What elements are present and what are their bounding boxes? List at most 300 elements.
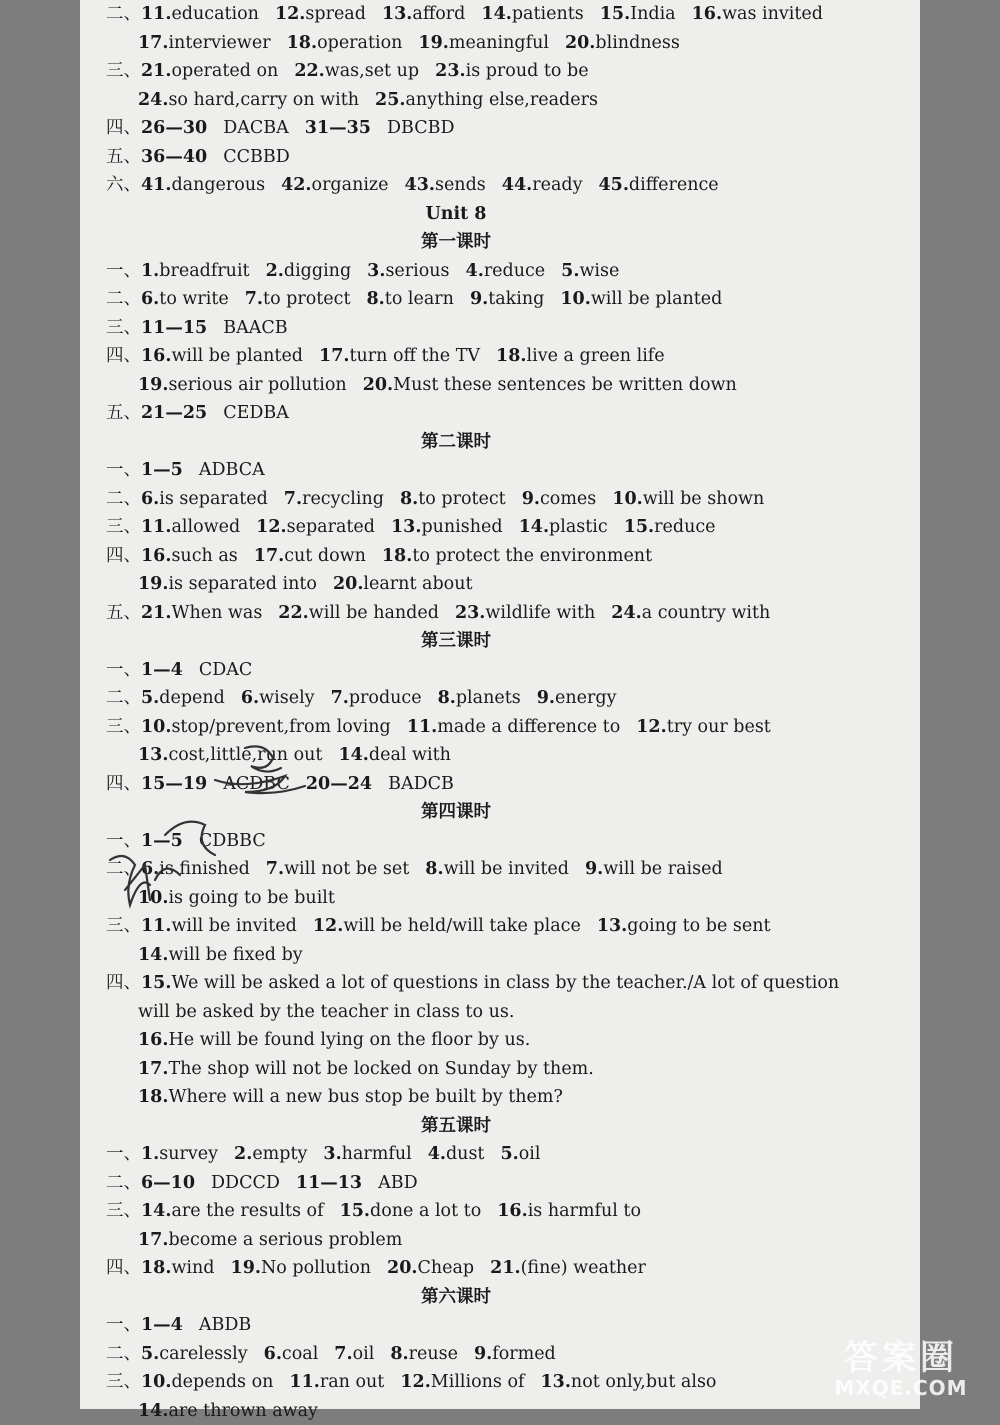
section-label: 三、 xyxy=(106,717,141,737)
answer-item xyxy=(234,1140,307,1169)
answer-item xyxy=(390,1340,458,1369)
item-number: 13. xyxy=(540,1372,570,1392)
answer-line xyxy=(106,171,926,200)
answer-item xyxy=(296,1169,418,1198)
item-answer: survey xyxy=(159,1144,218,1164)
answer-item xyxy=(405,171,486,200)
answer-item xyxy=(496,342,665,371)
item-number: 13. xyxy=(382,4,412,24)
item-answer: plastic xyxy=(549,517,608,537)
item-number: 3. xyxy=(323,1144,341,1164)
section-label: 三、 xyxy=(106,61,141,81)
item-answer: energy xyxy=(555,688,616,708)
section-label: 一、 xyxy=(106,1144,141,1164)
section-label: 六、 xyxy=(106,175,141,195)
answer-item xyxy=(367,257,449,286)
item-number: 17. xyxy=(138,1230,168,1250)
item-number: 11—15 xyxy=(141,318,207,338)
item-number: 18. xyxy=(141,1258,171,1278)
item-answer: a country with xyxy=(642,603,771,623)
item-answer: going to be sent xyxy=(627,916,770,936)
answer-item xyxy=(141,143,290,172)
item-answer: difference xyxy=(629,175,719,195)
item-number: 44. xyxy=(502,175,532,195)
item-number: 10. xyxy=(560,289,590,309)
section-label: 二、 xyxy=(106,859,141,879)
answer-item xyxy=(266,257,352,286)
answer-item xyxy=(560,285,722,314)
section-label: 一、 xyxy=(106,660,141,680)
item-answer: such as xyxy=(171,546,237,566)
item-number: 21—25 xyxy=(141,403,207,423)
item-answer: turn off the TV xyxy=(349,346,480,366)
item-answer: We will be asked a lot of questions in class by the teacher./A lot of question xyxy=(171,973,839,993)
answer-item xyxy=(275,0,366,29)
item-answer: taking xyxy=(488,289,544,309)
answer-line xyxy=(106,656,926,685)
item-answer: will be fixed by xyxy=(168,945,302,965)
section-label: 四、 xyxy=(106,1258,141,1278)
item-number: 22. xyxy=(278,603,308,623)
answer-item xyxy=(138,1055,594,1084)
item-number: 18. xyxy=(496,346,526,366)
item-number: 14. xyxy=(481,4,511,24)
item-number: 41. xyxy=(141,175,171,195)
item-answer: organize xyxy=(312,175,389,195)
section-label: 五、 xyxy=(106,603,141,623)
answer-item xyxy=(323,1140,411,1169)
item-answer: operation xyxy=(317,33,402,53)
item-number: 6. xyxy=(141,289,159,309)
item-answer: DACBA xyxy=(223,118,289,138)
item-answer: serious xyxy=(385,261,449,281)
item-number: 11. xyxy=(141,4,171,24)
item-answer: afford xyxy=(412,4,465,24)
item-number: 19. xyxy=(138,375,168,395)
answer-item xyxy=(141,456,265,485)
answer-item xyxy=(611,599,770,628)
answer-item xyxy=(313,912,581,941)
item-number: 24. xyxy=(611,603,641,623)
item-answer: comes xyxy=(540,489,596,509)
item-answer: BAACB xyxy=(223,318,287,338)
item-number: 20. xyxy=(387,1258,417,1278)
answer-item xyxy=(245,285,351,314)
answer-item xyxy=(481,0,583,29)
item-number: 21. xyxy=(490,1258,520,1278)
item-answer: reduce xyxy=(484,261,545,281)
item-answer: not only,but also xyxy=(571,1372,717,1392)
answer-item xyxy=(537,684,617,713)
answer-item xyxy=(540,1368,716,1397)
section-label: 三、 xyxy=(106,517,141,537)
item-answer: operated on xyxy=(171,61,278,81)
item-number: 13. xyxy=(391,517,421,537)
answer-item xyxy=(278,599,439,628)
item-answer: Where will a new bus stop be built by them? xyxy=(168,1087,562,1107)
answer-item xyxy=(340,1197,482,1226)
item-answer: ready xyxy=(532,175,582,195)
item-answer: oil xyxy=(519,1144,541,1164)
item-number: 5. xyxy=(500,1144,518,1164)
answer-key xyxy=(106,0,926,1425)
item-number: 8. xyxy=(438,688,456,708)
answer-item xyxy=(141,285,229,314)
section-label: 一、 xyxy=(106,831,141,851)
answer-line xyxy=(106,1197,926,1226)
answer-line xyxy=(106,969,926,998)
answer-item xyxy=(138,29,271,58)
item-answer: ran out xyxy=(320,1372,384,1392)
item-number: 14. xyxy=(519,517,549,537)
answer-item xyxy=(435,57,588,86)
item-number: 1—4 xyxy=(141,660,183,680)
item-answer: cut down xyxy=(284,546,366,566)
answer-item xyxy=(141,1197,324,1226)
item-answer: breadfruit xyxy=(159,261,249,281)
answer-line xyxy=(106,1169,926,1198)
answer-line xyxy=(106,1397,926,1425)
item-answer: spread xyxy=(305,4,366,24)
answer-item xyxy=(522,485,597,514)
item-answer: education xyxy=(171,4,259,24)
answer-item xyxy=(141,399,289,428)
answer-line xyxy=(106,29,926,58)
item-number: 10. xyxy=(141,1372,171,1392)
answer-item xyxy=(138,1226,402,1255)
item-answer: to protect xyxy=(263,289,350,309)
answer-line xyxy=(106,371,926,400)
item-number: 21. xyxy=(141,603,171,623)
item-answer: reduce xyxy=(654,517,715,537)
answer-line xyxy=(106,314,926,343)
item-number: 13. xyxy=(138,745,168,765)
item-answer: CDBBC xyxy=(199,831,266,851)
item-answer: meaningful xyxy=(449,33,549,53)
answer-item xyxy=(141,0,259,29)
item-answer: wildlife with xyxy=(485,603,595,623)
answer-item xyxy=(400,485,506,514)
item-number: 11. xyxy=(407,717,437,737)
section-label: 一、 xyxy=(106,261,141,281)
answer-item xyxy=(294,57,419,86)
item-number: 11. xyxy=(141,517,171,537)
item-number: 1. xyxy=(141,261,159,281)
answer-item xyxy=(598,171,718,200)
item-answer: India xyxy=(630,4,675,24)
item-number: 18. xyxy=(382,546,412,566)
item-answer: will be planted xyxy=(171,346,303,366)
section-heading: 第六课时 xyxy=(106,1283,806,1312)
item-answer: ABDB xyxy=(199,1315,251,1335)
answer-item xyxy=(254,542,366,571)
answer-item xyxy=(141,684,225,713)
section-label: 一、 xyxy=(106,1315,141,1335)
answer-item xyxy=(519,513,608,542)
item-number: 20. xyxy=(363,375,393,395)
answer-item xyxy=(141,1254,215,1283)
item-number: 6. xyxy=(241,688,259,708)
answer-item xyxy=(141,542,238,571)
answer-item xyxy=(425,855,569,884)
item-answer: ADBCA xyxy=(199,460,265,480)
item-answer: cost,little,run out xyxy=(168,745,322,765)
item-number: 19. xyxy=(231,1258,261,1278)
item-answer: will be invited xyxy=(444,859,569,879)
section-label: 五、 xyxy=(106,147,141,167)
answer-item xyxy=(141,656,252,685)
item-answer: live a green life xyxy=(527,346,665,366)
item-number: 15. xyxy=(624,517,654,537)
item-answer: blindness xyxy=(595,33,679,53)
item-answer: try our best xyxy=(667,717,771,737)
answer-item xyxy=(141,171,265,200)
item-number: 12. xyxy=(275,4,305,24)
item-number: 9. xyxy=(470,289,488,309)
answer-line xyxy=(106,1140,926,1169)
answer-item xyxy=(141,1311,251,1340)
answer-line xyxy=(106,713,926,742)
answer-item xyxy=(138,1083,563,1112)
answer-item xyxy=(585,855,723,884)
item-number: 8. xyxy=(367,289,385,309)
section-label: 三、 xyxy=(106,1372,141,1392)
section-label: 三、 xyxy=(106,1201,141,1221)
item-answer: will be invited xyxy=(171,916,296,936)
answer-item xyxy=(636,713,771,742)
section-label: 三、 xyxy=(106,916,141,936)
section-label: 四、 xyxy=(106,774,141,794)
item-answer: When was xyxy=(171,603,262,623)
item-answer: wind xyxy=(171,1258,214,1278)
item-number: 12. xyxy=(400,1372,430,1392)
item-number: 15. xyxy=(600,4,630,24)
answer-item xyxy=(138,941,303,970)
item-answer: dangerous xyxy=(171,175,265,195)
item-answer: are the results of xyxy=(171,1201,323,1221)
item-number: 7. xyxy=(331,688,349,708)
item-answer: to learn xyxy=(385,289,454,309)
answer-line xyxy=(106,1368,926,1397)
section-label: 二、 xyxy=(106,1173,141,1193)
section-label: 四、 xyxy=(106,973,141,993)
answer-item xyxy=(256,513,375,542)
item-answer: will not be set xyxy=(284,859,409,879)
item-answer: become a serious problem xyxy=(168,1230,402,1250)
answer-item xyxy=(138,1397,318,1425)
item-answer: wise xyxy=(579,261,619,281)
answer-item xyxy=(497,1197,641,1226)
item-number: 1. xyxy=(141,1144,159,1164)
item-answer: reuse xyxy=(409,1344,458,1364)
answer-line xyxy=(106,1026,926,1055)
answer-item xyxy=(141,1368,273,1397)
item-answer: harmful xyxy=(342,1144,412,1164)
item-number: 17. xyxy=(138,33,168,53)
answer-item xyxy=(287,29,403,58)
answer-item xyxy=(138,998,514,1027)
watermark-logo xyxy=(816,1339,986,1399)
item-answer: DDCCD xyxy=(211,1173,280,1193)
item-number: 23. xyxy=(455,603,485,623)
answer-line xyxy=(106,57,926,86)
watermark-top-text: 答案圈 xyxy=(816,1339,986,1377)
item-number: 31—35 xyxy=(305,118,371,138)
answer-item xyxy=(141,257,250,286)
item-number: 19. xyxy=(138,574,168,594)
answer-item xyxy=(565,29,680,58)
item-number: 12. xyxy=(256,517,286,537)
answer-item xyxy=(418,29,549,58)
answer-item xyxy=(141,485,268,514)
item-number: 45. xyxy=(598,175,628,195)
answer-line xyxy=(106,0,926,29)
watermark-bottom-text: MXQE.COM xyxy=(816,1377,986,1399)
answer-item xyxy=(624,513,716,542)
answer-item xyxy=(141,114,289,143)
item-answer: punished xyxy=(421,517,502,537)
item-number: 1—4 xyxy=(141,1315,183,1335)
item-answer: allowed xyxy=(171,517,240,537)
answer-line xyxy=(106,342,926,371)
section-label: 二、 xyxy=(106,688,141,708)
item-number: 5. xyxy=(561,261,579,281)
item-answer: was invited xyxy=(722,4,823,24)
answer-item xyxy=(500,1140,540,1169)
item-answer: is going to be built xyxy=(168,888,334,908)
item-answer: so hard,carry on with xyxy=(168,90,359,110)
item-answer: is finished xyxy=(159,859,250,879)
answer-item xyxy=(264,1340,319,1369)
answer-item xyxy=(141,342,303,371)
answer-line xyxy=(106,456,926,485)
item-number: 9. xyxy=(522,489,540,509)
answer-item xyxy=(141,1340,248,1369)
answer-item xyxy=(331,684,422,713)
item-number: 23. xyxy=(435,61,465,81)
item-answer: He will be found lying on the floor by us. xyxy=(168,1030,530,1050)
answer-item xyxy=(319,342,480,371)
item-number: 8. xyxy=(400,489,418,509)
item-answer: patients xyxy=(512,4,584,24)
item-number: 42. xyxy=(281,175,311,195)
item-answer: is proud to be xyxy=(466,61,589,81)
answer-item xyxy=(141,713,391,742)
answer-item xyxy=(141,1140,218,1169)
item-answer: is harmful to xyxy=(528,1201,641,1221)
item-answer: wisely xyxy=(259,688,314,708)
item-answer: Cheap xyxy=(417,1258,474,1278)
item-answer: empty xyxy=(252,1144,307,1164)
item-answer: is separated into xyxy=(168,574,317,594)
answer-line xyxy=(106,485,926,514)
answer-line xyxy=(106,941,926,970)
section-label: 四、 xyxy=(106,346,141,366)
answer-item xyxy=(305,114,455,143)
item-answer: produce xyxy=(349,688,422,708)
answer-item xyxy=(138,371,347,400)
answer-line xyxy=(106,285,926,314)
item-answer: planets xyxy=(456,688,521,708)
item-answer: digging xyxy=(284,261,351,281)
item-answer: done a lot to xyxy=(370,1201,481,1221)
answer-item xyxy=(600,0,676,29)
item-number: 2. xyxy=(234,1144,252,1164)
item-number: 26—30 xyxy=(141,118,207,138)
item-answer: recycling xyxy=(302,489,384,509)
section-label: 一、 xyxy=(106,460,141,480)
item-number: 7. xyxy=(266,859,284,879)
item-number: 7. xyxy=(334,1344,352,1364)
answer-item xyxy=(490,1254,646,1283)
answer-item xyxy=(367,285,454,314)
item-number: 19. xyxy=(418,33,448,53)
item-number: 10. xyxy=(612,489,642,509)
item-number: 16. xyxy=(692,4,722,24)
section-heading: 第三课时 xyxy=(106,627,806,656)
item-answer: will be held/will take place xyxy=(343,916,581,936)
item-number: 18. xyxy=(287,33,317,53)
item-answer: CEDBA xyxy=(223,403,289,423)
handwritten-scribble xyxy=(95,740,325,930)
answer-line xyxy=(106,542,926,571)
item-number: 6. xyxy=(141,489,159,509)
item-number: 14. xyxy=(138,945,168,965)
item-number: 20. xyxy=(565,33,595,53)
answer-item xyxy=(231,1254,372,1283)
answer-item xyxy=(141,57,278,86)
answer-item xyxy=(375,86,598,115)
item-number: 9. xyxy=(474,1344,492,1364)
item-number: 15—19 xyxy=(141,774,207,794)
answer-item xyxy=(241,684,315,713)
item-number: 4. xyxy=(428,1144,446,1164)
item-answer: Must these sentences be written down xyxy=(393,375,737,395)
answer-item xyxy=(138,570,317,599)
item-number: 14. xyxy=(141,1201,171,1221)
answer-item xyxy=(289,1368,384,1397)
item-answer: will be handed xyxy=(309,603,439,623)
item-answer: sends xyxy=(435,175,486,195)
answer-item xyxy=(306,770,454,799)
item-answer: stop/prevent,from loving xyxy=(171,717,390,737)
section-label: 四、 xyxy=(106,546,141,566)
answer-item xyxy=(470,285,544,314)
item-answer: oil xyxy=(353,1344,375,1364)
section-heading: Unit 8 xyxy=(106,200,806,229)
answer-line xyxy=(106,1254,926,1283)
answer-item xyxy=(400,1368,524,1397)
answer-item xyxy=(438,684,521,713)
item-number: 8. xyxy=(390,1344,408,1364)
item-number: 18. xyxy=(138,1087,168,1107)
answer-item xyxy=(597,912,771,941)
item-answer: BADCB xyxy=(388,774,454,794)
item-answer: (fine) weather xyxy=(521,1258,646,1278)
item-answer: will be raised xyxy=(603,859,722,879)
item-answer: CDAC xyxy=(199,660,252,680)
item-answer: was,set up xyxy=(325,61,419,81)
section-label: 二、 xyxy=(106,489,141,509)
answer-line xyxy=(106,86,926,115)
answer-item xyxy=(387,1254,474,1283)
section-label: 三、 xyxy=(106,318,141,338)
answer-item xyxy=(333,570,473,599)
answer-item xyxy=(141,969,839,998)
item-number: 9. xyxy=(585,859,603,879)
item-number: 14. xyxy=(138,1401,168,1421)
item-number: 5. xyxy=(141,1344,159,1364)
